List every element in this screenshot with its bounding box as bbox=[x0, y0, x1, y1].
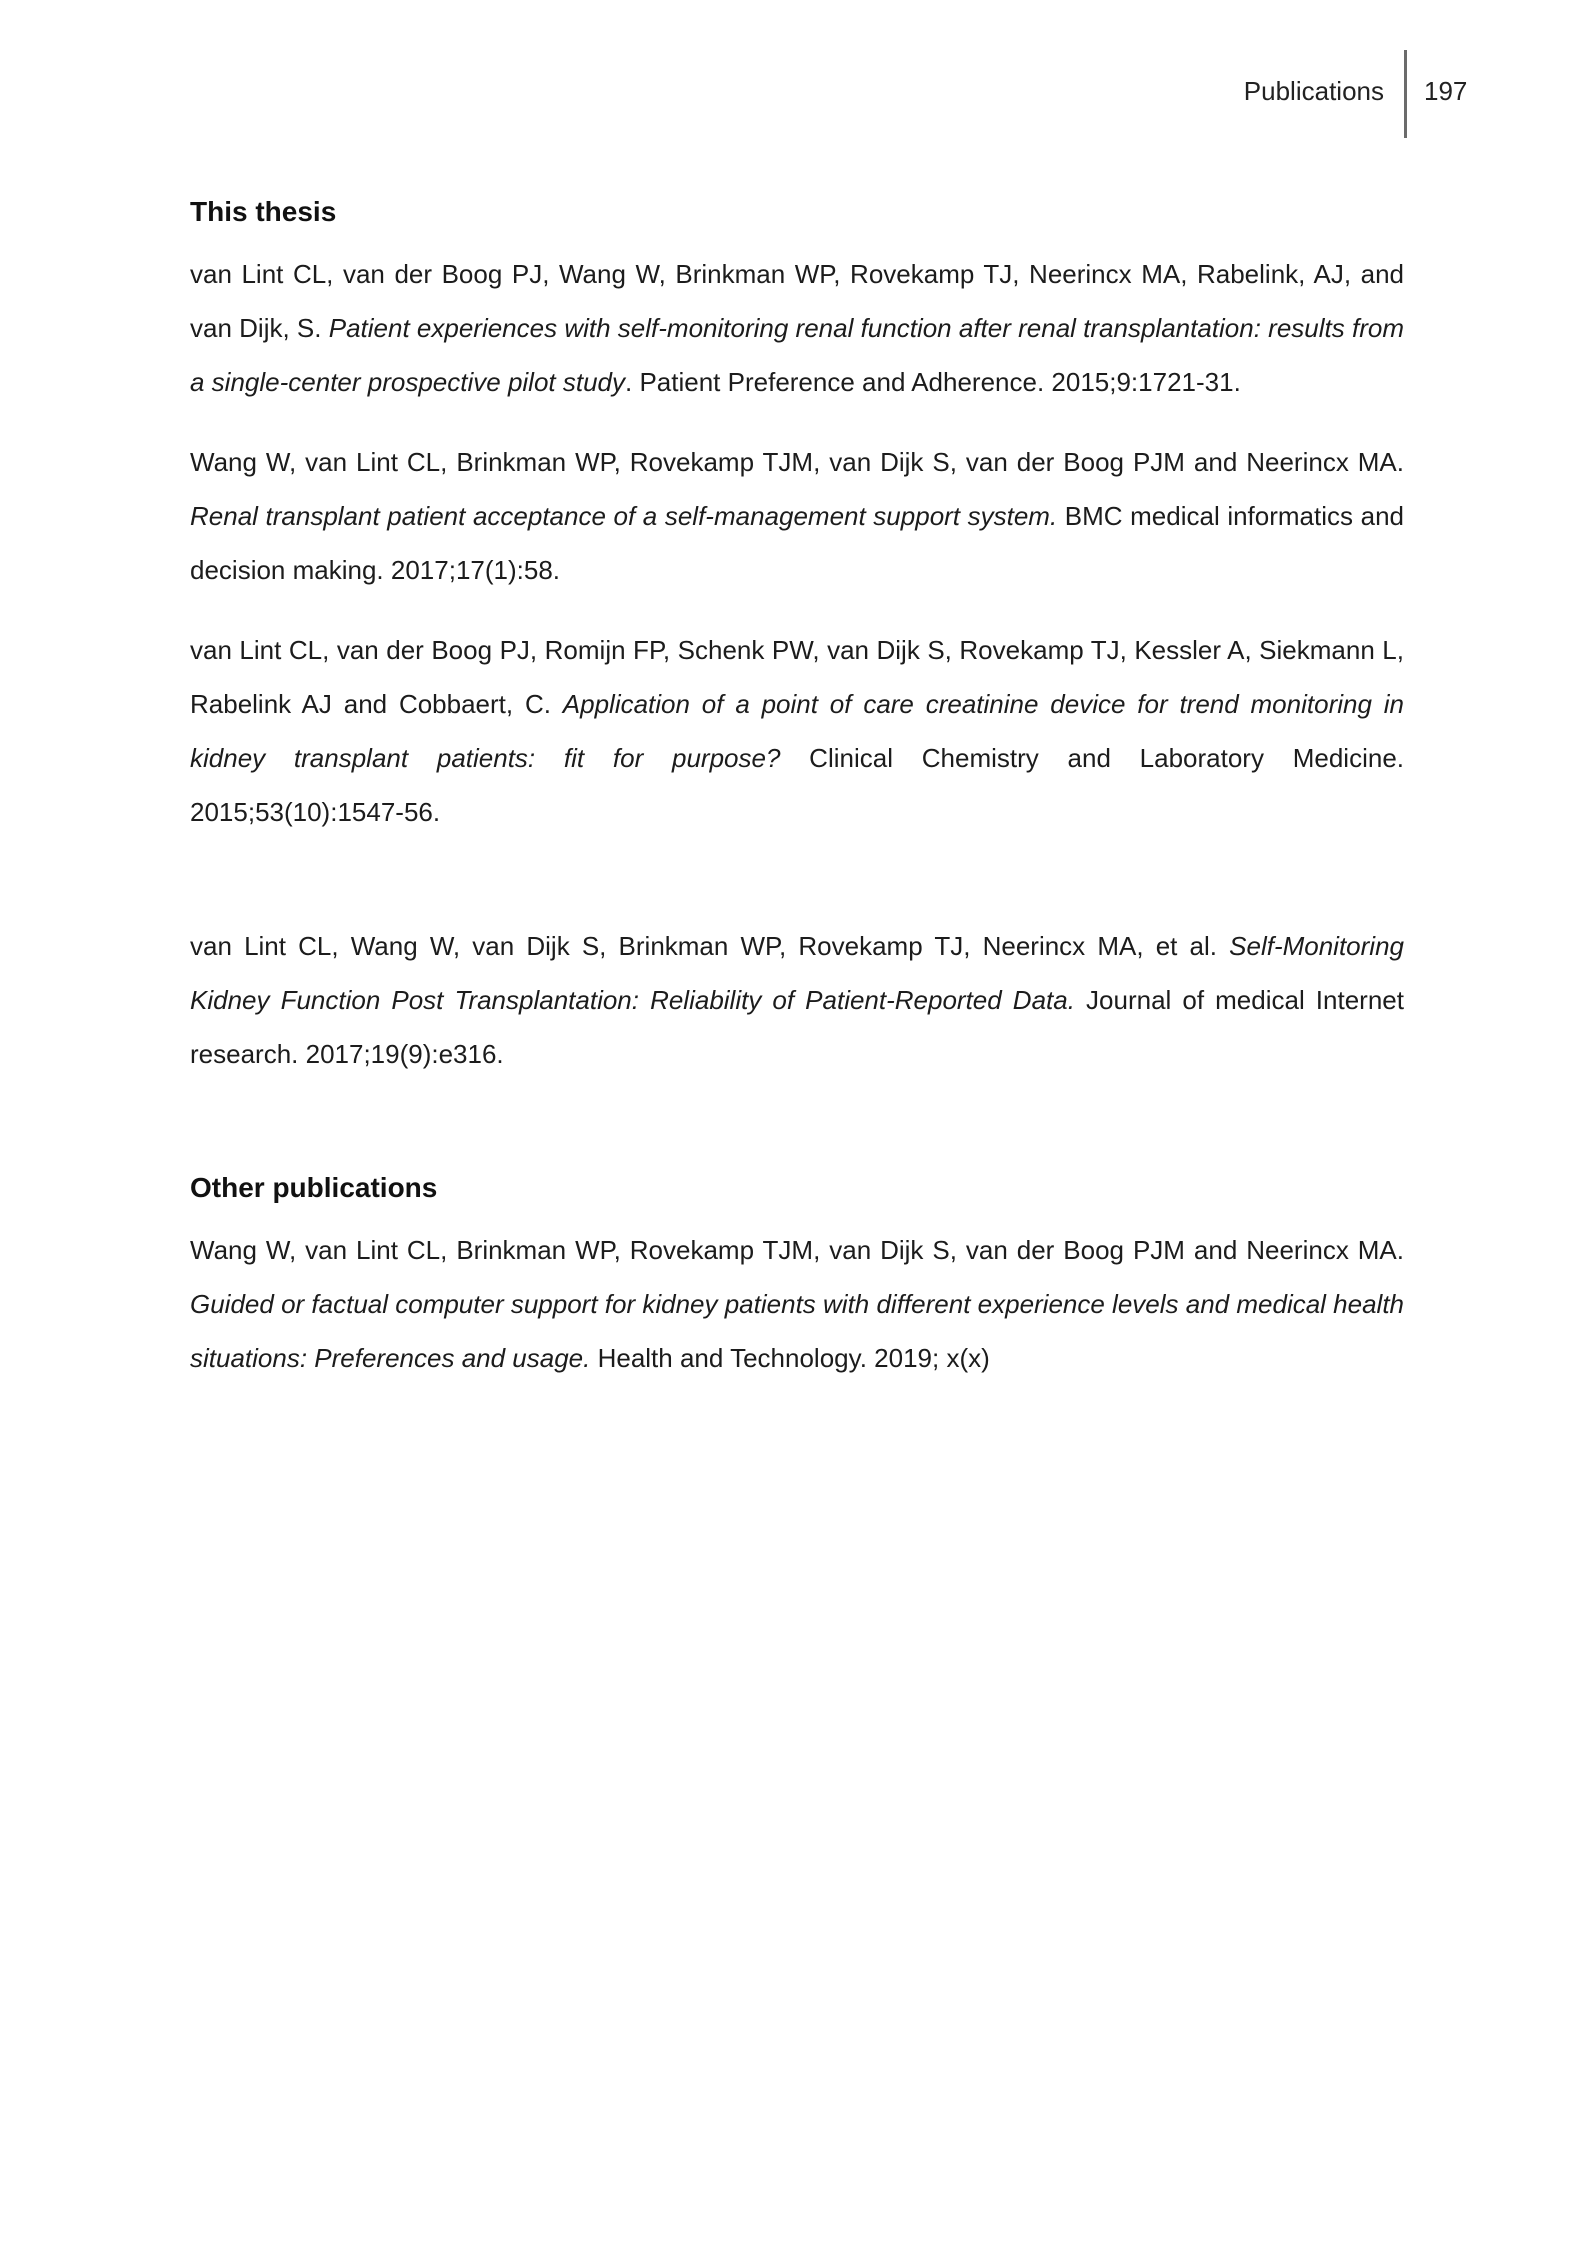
ref-source: . Patient Preference and Adherence. 2015;9:1721-31. bbox=[625, 367, 1241, 397]
ref-title: Self-Monitoring Kidney Function Post Transplantation: Reliability of Patient-Reported Data. bbox=[190, 931, 1404, 1015]
section-other-publications bbox=[190, 1161, 1404, 1385]
ref-source: Health and Technology. 2019; x(x) bbox=[590, 1343, 990, 1373]
ref-title: Guided or factual computer support for kidney patients with different experience levels and medical health situations: Preferences and usage. bbox=[190, 1289, 1405, 1373]
ref-title: Renal transplant patient acceptance of a self-management support system. bbox=[190, 501, 1058, 531]
ref-title: Application of a point of care creatinine device for trend monitoring in kidney transplant patients: fit for purpose? bbox=[190, 689, 1404, 773]
reference-item bbox=[190, 623, 1404, 839]
page-number: 197 bbox=[1424, 76, 1468, 106]
ref-source: Clinical Chemistry and Laboratory Medicine. 2015;53(10):1547-56. bbox=[190, 743, 1404, 827]
section-heading: This thesis bbox=[190, 196, 337, 227]
page-header bbox=[0, 50, 1594, 140]
running-title: Publications bbox=[1243, 76, 1384, 106]
page-content bbox=[190, 185, 1404, 1411]
ref-authors: van Lint CL, van der Boog PJ, Romijn FP, Schenk PW, van Dijk S, Rovekamp TJ, Kessler A, Siekmann L, Rabelink AJ and Cobbaert, C. bbox=[190, 635, 1404, 719]
ref-authors: van Lint CL, Wang W, van Dijk S, Brinkman WP, Rovekamp TJ, Neerincx MA, et al. bbox=[190, 931, 1217, 961]
reference-item bbox=[190, 919, 1404, 1081]
reference-item bbox=[190, 1223, 1404, 1385]
ref-authors: van Lint CL, van der Boog PJ, Wang W, Brinkman WP, Rovekamp TJ, Neerincx MA, Rabelink, AJ, and van Dijk, S. bbox=[190, 259, 1404, 343]
ref-authors: Wang W, van Lint CL, Brinkman WP, Rovekamp TJM, van Dijk S, van der Boog PJM and Neerincx MA. bbox=[190, 1235, 1404, 1265]
section-heading: Other publications bbox=[190, 1172, 438, 1203]
ref-source: BMC medical informatics and decision making. 2017;17(1):58. bbox=[190, 501, 1404, 585]
reference-item bbox=[190, 435, 1404, 597]
ref-title: Patient experiences with self-monitoring renal function after renal transplantation: results from a single-center prospective pilot study bbox=[190, 313, 1404, 397]
reference-item bbox=[190, 247, 1404, 409]
section-this-thesis bbox=[190, 185, 1404, 1081]
ref-source: Journal of medical Internet research. 2017;19(9):e316. bbox=[190, 985, 1404, 1069]
header-divider bbox=[1404, 50, 1407, 138]
ref-authors: Wang W, van Lint CL, Brinkman WP, Rovekamp TJM, van Dijk S, van der Boog PJM and Neerincx MA. bbox=[190, 447, 1404, 477]
